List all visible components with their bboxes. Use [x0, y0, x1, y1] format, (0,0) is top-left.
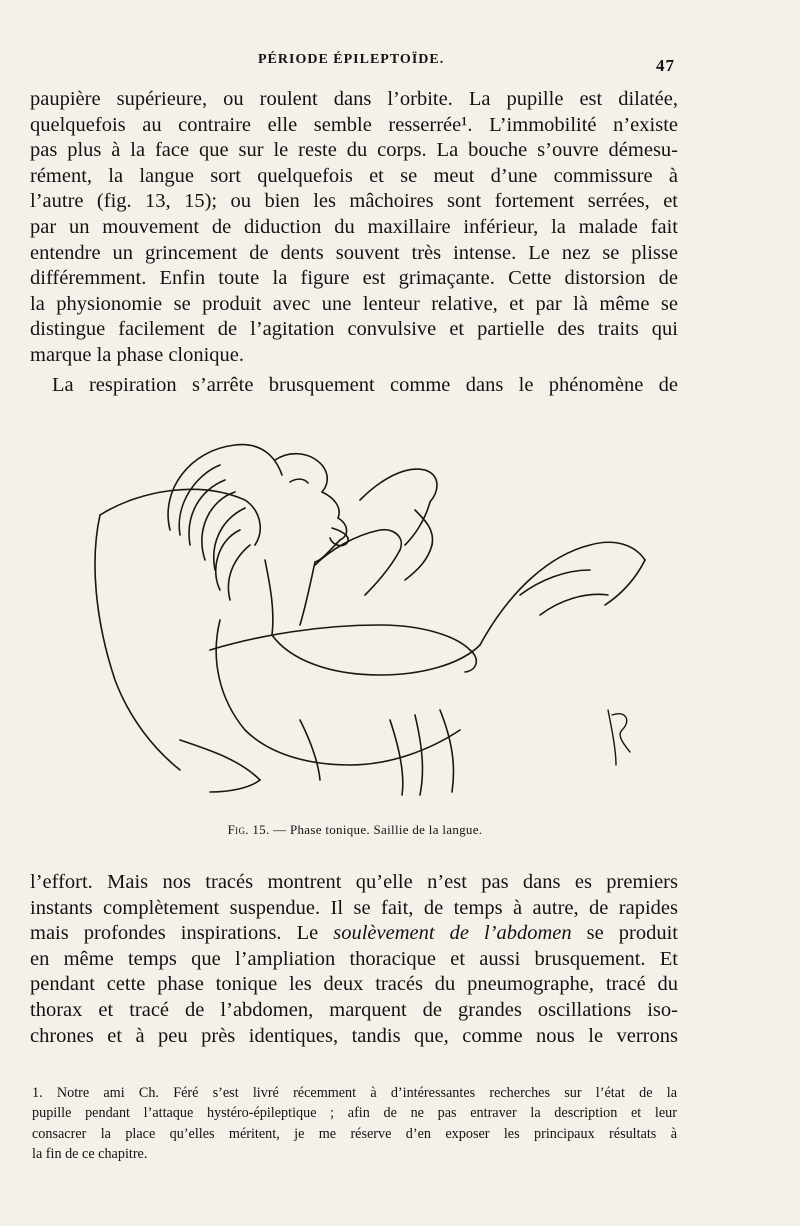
text-line: entendre un grincement de dents souvent très intense. Le nez se plisse — [30, 241, 678, 264]
text-line: distingue facilement de l’agitation convulsive et partielle des traits qui — [30, 318, 678, 341]
illustration-tonic-phase — [60, 420, 660, 800]
text-line: l’autre (fig. 13, 15); ou bien les mâchoires sont fortement serrées, et — [30, 190, 678, 213]
figure-caption-text: — Phase tonique. Saillie de la langue. — [269, 822, 483, 837]
text-line: par un mouvement de diduction du maxillaire inférieur, la malade fait — [30, 215, 678, 238]
text-line — [30, 921, 678, 947]
text-line: l’effort. Mais nos tracés montrent qu’elle n’est pas dans es premiers — [30, 871, 678, 893]
figure-caption — [0, 822, 710, 838]
text-line: La respiration s’arrête brusquement comme dans le phénomène de — [52, 374, 678, 396]
text-line: paupière supérieure, ou roulent dans l’orbite. La pupille est dilatée, — [30, 88, 678, 110]
paragraph-2 — [30, 373, 678, 399]
text-line: différemment. Enfin toute la figure est grimaçante. Cette distorsion de — [30, 267, 678, 290]
footnote-line: la fin de ce chapitre. — [32, 1146, 148, 1163]
text-span: se produit — [571, 922, 678, 945]
chapter-title: PÉRIODE ÉPILEPTOÏDE. — [258, 52, 445, 67]
text-span: mais profondes inspirations. Le — [30, 922, 334, 945]
text-line: quelquefois au contraire elle semble resserrée¹. L’immobilité n’existe — [30, 113, 678, 136]
text-line: pendant cette phase tonique les deux tracés du pneumographe, tracé du — [30, 973, 678, 996]
text-line: instants complètement suspendue. Il se fait, de temps à autre, de rapides — [30, 896, 678, 919]
page-number: 47 — [656, 56, 675, 75]
footnote — [32, 1083, 677, 1165]
text-line: marque la phase clonique. — [30, 343, 245, 366]
text-line: la physionomie se produit avec une lenteur relative, et par là même se — [30, 292, 678, 315]
text-line: thorax et tracé de l’abdomen, marquent de grandes oscillations iso- — [30, 998, 678, 1021]
text-line: chrones et à peu près identiques, tandis que, comme nous le verrons — [30, 1024, 678, 1047]
paragraph-3 — [30, 870, 678, 1049]
paragraph-1 — [30, 87, 678, 369]
figure-label: Fig. 15. — [227, 822, 270, 837]
footnote-line: pupille pendant l’attaque hystéro-épileptique ; afin de ne pas entraver la description et leur — [32, 1105, 677, 1122]
emphasis-text: soulèvement de l’abdomen — [333, 922, 572, 945]
footnote-line: 1. Notre ami Ch. Féré s’est livré récemment à d’intéressantes recherches sur l’état de la — [32, 1085, 677, 1101]
footnote-line: consacrer la place qu’elles méritent, je me réserve d’en exposer les principaux résultats à — [32, 1125, 677, 1142]
text-line: pas plus à la face que sur le reste du corps. La bouche s’ouvre démesu- — [30, 139, 678, 162]
text-line: rément, la langue sort quelquefois et se meut d’une commissure à — [30, 164, 678, 187]
text-line: en même temps que l’ampliation thoracique et aussi brusquement. Et — [30, 947, 678, 970]
